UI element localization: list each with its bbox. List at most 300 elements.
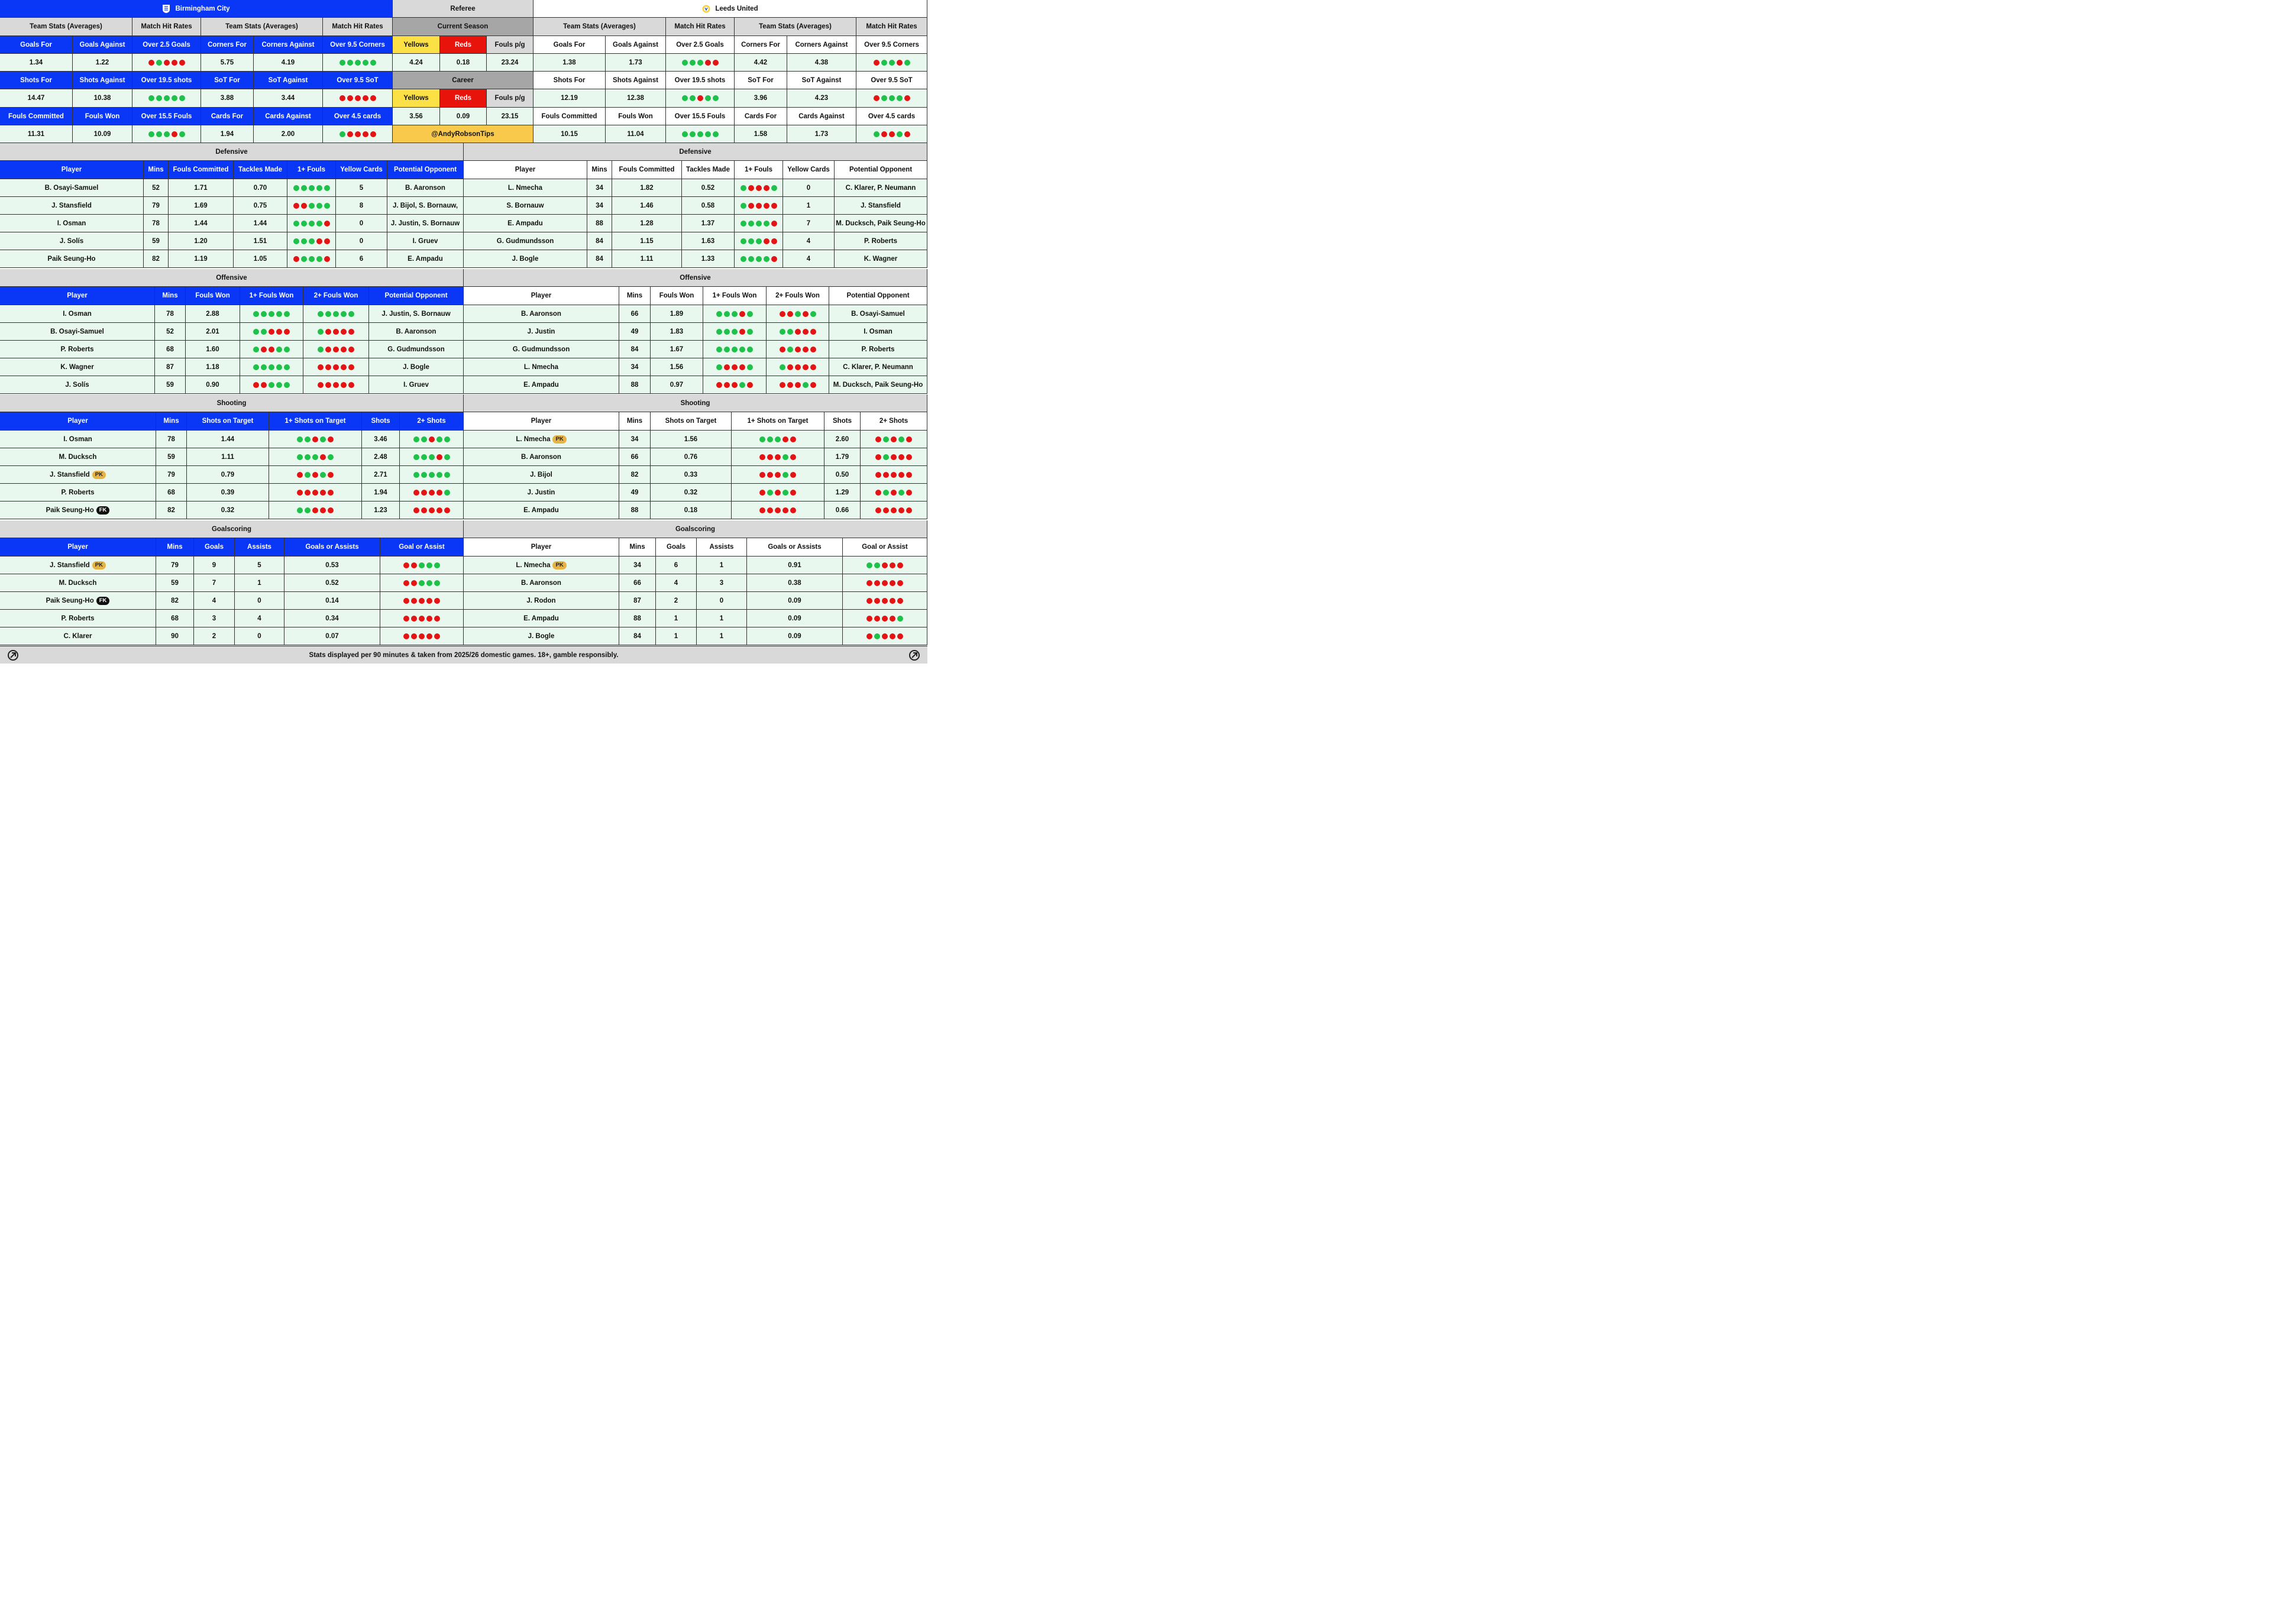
column-header-text: Mins: [148, 166, 164, 173]
stat-cell-text: 82: [630, 471, 639, 478]
home-stat-value-text: 10.38: [93, 95, 111, 102]
column-header-text: Goals: [205, 544, 224, 551]
away-stat-value-text: 1.58: [754, 130, 768, 138]
miss-dot-icon: [318, 364, 324, 370]
player-name-text: J. Justin: [527, 328, 555, 335]
hit-dot-icon: [739, 382, 745, 388]
hit-rate-cell: [843, 574, 927, 592]
miss-dot-icon: [421, 490, 427, 496]
home-stat-label: [254, 72, 323, 89]
home-subheader-text: Match Hit Rates: [332, 23, 383, 30]
away-stat-label: [787, 72, 856, 89]
home-stat-label: [201, 72, 254, 89]
home-stat-label: [254, 36, 323, 54]
miss-dot-icon: [429, 490, 435, 496]
stat-cell: [187, 466, 269, 484]
stat-cell-text: K. Wagner: [864, 255, 898, 263]
stat-cell: [619, 358, 651, 376]
hit-dot-icon: [434, 580, 440, 586]
ref-season-fouls-text: 23.24: [501, 59, 519, 66]
home-stat-label: [73, 108, 132, 125]
miss-dot-icon: [341, 329, 347, 335]
miss-dot-icon: [890, 598, 895, 604]
miss-dot-icon: [883, 472, 889, 478]
stat-cell: [835, 250, 927, 268]
hit-rate-cell: [843, 592, 927, 610]
stat-cell: [234, 197, 287, 215]
miss-dot-icon: [411, 633, 417, 639]
away-shooting-section: [464, 394, 927, 520]
home-stat-label-text: Corners Against: [261, 41, 315, 48]
player-name-text: J. Stansfield: [51, 202, 92, 209]
stat-cell: [194, 574, 235, 592]
away-stat-label: [606, 72, 666, 89]
free-kick-taker-badge: FK: [96, 506, 110, 515]
stat-cell: [612, 250, 682, 268]
referee-header-text: Referee: [450, 5, 476, 12]
column-header: [783, 161, 835, 179]
hit-dot-icon: [739, 347, 745, 352]
miss-dot-icon: [756, 185, 762, 191]
home-stat-label-text: Over 9.5 SoT: [337, 76, 379, 84]
home-stat-label-text: Over 2.5 Goals: [143, 41, 190, 48]
miss-dot-icon: [775, 507, 781, 513]
player-name: [464, 557, 619, 574]
hit-dot-icon: [318, 347, 324, 352]
stat-cell-text: 1.20: [194, 237, 208, 245]
hit-dot-icon: [780, 364, 785, 370]
miss-dot-icon: [413, 490, 419, 496]
hit-dot-icon: [421, 436, 427, 442]
hit-rate-cell: [861, 484, 927, 502]
hit-dot-icon: [874, 633, 880, 639]
hit-rate-cell: [767, 323, 829, 341]
away-stat-label-text: Cards For: [744, 112, 777, 120]
column-header: [0, 412, 156, 431]
home-stat-value-text: 1.22: [95, 59, 109, 66]
stat-cell-text: 2: [674, 597, 678, 604]
stat-cell-text: 2.88: [206, 310, 219, 318]
stat-cell-text: J. Stansfield: [861, 202, 901, 209]
home-subheader-text: Match Hit Rates: [141, 23, 192, 30]
hit-dot-icon: [312, 454, 318, 460]
hit-dot-icon: [705, 95, 711, 101]
hit-dot-icon: [348, 311, 354, 317]
away-stat-label: [533, 72, 606, 89]
home-stat-value: [201, 54, 254, 72]
hit-dot-icon: [309, 203, 315, 209]
stat-cell-text: 0: [359, 219, 364, 227]
hit-dot-icon: [363, 60, 368, 66]
away-stat-label-text: SoT Against: [801, 76, 842, 84]
column-header: [619, 287, 651, 305]
hit-rate-dots: [413, 490, 450, 496]
stat-cell: [682, 179, 735, 197]
home-stat-label: [132, 72, 201, 89]
stat-cell-text: 1.44: [221, 435, 235, 443]
player-name: [0, 502, 156, 519]
stat-cell-text: 1.11: [640, 255, 654, 263]
hit-rate-dots: [293, 203, 330, 209]
miss-dot-icon: [403, 616, 409, 622]
miss-dot-icon: [866, 616, 872, 622]
stat-cell-text: 0: [719, 597, 724, 604]
column-header-text: 1+ Shots on Target: [284, 418, 346, 425]
stat-cell-text: 4: [212, 597, 216, 604]
column-header-text: Shots on Target: [665, 418, 717, 425]
ref-career-yellows: [393, 108, 440, 125]
stat-cell-text: 34: [596, 184, 603, 192]
stat-cell: [144, 232, 169, 250]
home-stat-hit-rate: [132, 54, 201, 72]
player-name-text: P. Roberts: [60, 345, 94, 353]
miss-dot-icon: [874, 616, 880, 622]
player-name: [464, 610, 619, 627]
player-name: [464, 215, 587, 232]
stat-cell-text: 1: [806, 202, 811, 209]
column-header: [703, 287, 767, 305]
miss-dot-icon: [775, 490, 781, 496]
hit-rate-cell: [400, 502, 464, 519]
hit-rate-cell: [380, 627, 464, 645]
hit-dot-icon: [413, 436, 419, 442]
stat-cell-text: I. Gruev: [403, 381, 429, 389]
stat-cell: [697, 627, 747, 645]
player-name-text: L. Nmecha: [516, 435, 551, 443]
miss-dot-icon: [339, 95, 345, 101]
stat-cell-text: 78: [166, 310, 174, 318]
referee-header: [393, 0, 533, 18]
home-subheader: [323, 18, 393, 36]
column-header-text: Player: [67, 292, 88, 299]
hit-dot-icon: [759, 436, 765, 442]
stat-cell-text: 0.66: [835, 506, 849, 514]
hit-dot-icon: [347, 60, 353, 66]
stat-cell: [824, 502, 861, 519]
stat-cell-text: 2.60: [835, 435, 849, 443]
miss-dot-icon: [787, 311, 793, 317]
stat-cell: [144, 215, 169, 232]
home-stat-hit-rate: [323, 125, 393, 143]
miss-dot-icon: [284, 329, 290, 335]
column-header-text: 1+ Fouls: [745, 166, 772, 173]
column-header: [861, 412, 927, 431]
hit-dot-icon: [276, 364, 282, 370]
player-name: [0, 179, 144, 197]
home-stat-label: [201, 36, 254, 54]
column-header: [387, 161, 464, 179]
hit-dot-icon: [316, 203, 322, 209]
hit-rate-cell: [843, 627, 927, 645]
away-stat-label: [533, 36, 606, 54]
miss-dot-icon: [348, 364, 354, 370]
ref-reds-label-text: Reds: [454, 41, 472, 48]
stat-cell: [387, 232, 464, 250]
miss-dot-icon: [705, 60, 711, 66]
player-name-text: G. Gudmundsson: [512, 345, 570, 353]
stat-cell: [186, 341, 240, 358]
home-stat-value: [201, 125, 254, 143]
miss-dot-icon: [790, 472, 796, 478]
hit-dot-icon: [716, 347, 722, 352]
hit-dot-icon: [301, 185, 307, 191]
ref-season-yellows-text: 4.24: [409, 59, 423, 66]
miss-dot-icon: [739, 311, 745, 317]
miss-dot-icon: [261, 382, 267, 388]
column-header-text: Goals or Assists: [305, 544, 359, 551]
hit-rate-dots: [403, 616, 440, 622]
stat-cell-text: 1: [674, 614, 678, 622]
player-name: [464, 305, 619, 323]
column-header-text: Mins: [629, 544, 645, 551]
away-stat-hit-rate: [856, 89, 927, 108]
hit-rate-cell: [303, 358, 369, 376]
away-stat-hit-rate: [666, 54, 735, 72]
player-name: [464, 250, 587, 268]
column-header-text: Potential Opponent: [846, 292, 910, 299]
miss-dot-icon: [355, 131, 361, 137]
hit-rate-dots: [318, 347, 354, 352]
hit-rate-dots: [741, 238, 777, 244]
hit-rate-cell: [287, 250, 336, 268]
hit-dot-icon: [436, 472, 442, 478]
stat-cell: [235, 627, 284, 645]
miss-dot-icon: [305, 490, 311, 496]
miss-dot-icon: [403, 633, 409, 639]
stat-cell: [612, 215, 682, 232]
miss-dot-icon: [790, 507, 796, 513]
stat-cell-text: 1.44: [253, 219, 267, 227]
stat-cell: [169, 250, 234, 268]
player-name-text: G. Gudmundsson: [496, 237, 554, 245]
stat-cell-text: 2.48: [374, 453, 387, 461]
hit-rate-dots: [780, 347, 816, 352]
hit-rate-dots: [716, 364, 753, 370]
hit-dot-icon: [748, 238, 754, 244]
miss-dot-icon: [764, 238, 769, 244]
away-stat-value-text: 12.19: [561, 95, 578, 102]
stat-cell-text: 87: [633, 597, 641, 604]
player-name: [0, 431, 156, 448]
miss-dot-icon: [434, 633, 440, 639]
hit-dot-icon: [767, 436, 773, 442]
miss-dot-icon: [341, 364, 347, 370]
hit-dot-icon: [421, 454, 427, 460]
miss-dot-icon: [875, 454, 881, 460]
player-name-text: E. Ampadu: [523, 506, 559, 514]
hit-dot-icon: [253, 329, 259, 335]
hit-dot-icon: [741, 256, 746, 262]
away-stat-label: [606, 36, 666, 54]
miss-dot-icon: [333, 364, 339, 370]
hit-rate-dots: [413, 454, 450, 460]
stat-cell-text: 1.94: [374, 489, 387, 496]
stat-cell-text: 0.09: [788, 597, 801, 604]
hit-dot-icon: [782, 472, 788, 478]
miss-dot-icon: [882, 616, 888, 622]
stat-cell-text: 9: [212, 561, 216, 569]
hit-rate-dots: [866, 598, 903, 604]
miss-dot-icon: [810, 347, 816, 352]
miss-dot-icon: [891, 490, 897, 496]
stat-cell: [783, 215, 835, 232]
hit-rate-dots: [780, 382, 816, 388]
stat-cell: [835, 197, 927, 215]
player-name-text: S. Bornauw: [506, 202, 544, 209]
miss-dot-icon: [411, 616, 417, 622]
stat-cell-text: 0.53: [325, 561, 339, 569]
hit-dot-icon: [297, 436, 303, 442]
miss-dot-icon: [787, 382, 793, 388]
hit-dot-icon: [434, 562, 440, 568]
player-name-text: P. Roberts: [61, 489, 95, 496]
stat-cell: [156, 627, 194, 645]
stat-cell: [156, 448, 187, 466]
away-stat-value: [533, 125, 606, 143]
career-header-text: Career: [452, 76, 474, 84]
miss-dot-icon: [436, 454, 442, 460]
stat-cell-text: 0.52: [325, 579, 339, 587]
hit-dot-icon: [705, 131, 711, 137]
stat-cell-text: 1: [719, 614, 724, 622]
stat-cell-text: 34: [633, 561, 641, 569]
stat-cell-text: 84: [630, 345, 639, 353]
away-stat-value: [606, 54, 666, 72]
away-stat-hit-rate: [856, 125, 927, 143]
away-stat-value: [533, 89, 606, 108]
stat-cell-text: 0.58: [701, 202, 715, 209]
hit-dot-icon: [713, 95, 719, 101]
player-name-text: E. Ampadu: [507, 219, 543, 227]
home-stat-label-text: SoT Against: [268, 76, 308, 84]
player-name-text: Paik Seung-Ho: [46, 506, 94, 514]
hit-dot-icon: [261, 311, 267, 317]
hit-dot-icon: [724, 311, 730, 317]
hit-dot-icon: [172, 95, 177, 101]
hit-dot-icon: [316, 256, 322, 262]
home-stat-label-text: Shots Against: [79, 76, 125, 84]
hit-rate-dots: [403, 562, 440, 568]
away-stat-label-text: Corners For: [741, 41, 780, 48]
player-name-text: L. Nmecha: [516, 561, 551, 569]
stat-cell: [234, 232, 287, 250]
stat-cell-text: 4: [674, 579, 678, 587]
home-stat-hit-rate: [132, 125, 201, 143]
hit-dot-icon: [716, 364, 722, 370]
column-header: [235, 538, 284, 557]
hit-dot-icon: [716, 329, 722, 335]
miss-dot-icon: [312, 472, 318, 478]
hit-rate-dots: [682, 131, 719, 137]
stat-cell-text: 88: [630, 381, 639, 389]
free-kick-taker-badge: FK: [96, 597, 110, 605]
column-header-text: Player: [61, 166, 82, 173]
miss-dot-icon: [276, 329, 282, 335]
player-name-text: E. Ampadu: [523, 381, 559, 389]
hit-dot-icon: [716, 311, 722, 317]
current-season-header: [393, 18, 533, 36]
hit-dot-icon: [724, 329, 730, 335]
column-header-text: 2+ Shots: [417, 418, 446, 425]
hit-dot-icon: [747, 311, 753, 317]
miss-dot-icon: [874, 580, 880, 586]
stat-cell: [155, 323, 186, 341]
away-defensive-section: [464, 143, 927, 269]
hit-dot-icon: [883, 454, 889, 460]
miss-dot-icon: [874, 60, 879, 66]
miss-dot-icon: [293, 203, 299, 209]
stat-cell-text: 59: [152, 237, 160, 245]
column-header: [155, 287, 186, 305]
hit-rate-dots: [866, 580, 903, 586]
column-header-text: 2+ Fouls Won: [313, 292, 358, 299]
birmingham-crest-icon: [162, 4, 170, 14]
section-title-text: Offensive: [216, 274, 247, 282]
hit-dot-icon: [413, 472, 419, 478]
miss-dot-icon: [328, 472, 334, 478]
hit-dot-icon: [429, 454, 435, 460]
home-stat-label-text: Shots For: [20, 76, 52, 84]
miss-dot-icon: [312, 436, 318, 442]
hit-dot-icon: [690, 60, 696, 66]
hit-rate-cell: [861, 431, 927, 448]
stat-cell: [186, 358, 240, 376]
miss-dot-icon: [739, 364, 745, 370]
hit-rate-cell: [269, 431, 362, 448]
away-stat-value: [787, 54, 856, 72]
miss-dot-icon: [348, 329, 354, 335]
ref-yellows-label: [393, 36, 440, 54]
miss-dot-icon: [370, 131, 376, 137]
stat-cell: [697, 610, 747, 627]
hit-rate-cell: [703, 305, 767, 323]
column-header: [619, 412, 651, 431]
stat-cell-text: 0.70: [253, 184, 267, 192]
player-name: [0, 305, 155, 323]
miss-dot-icon: [320, 454, 326, 460]
stat-cell: [619, 502, 651, 519]
away-stat-value-text: 3.96: [754, 95, 768, 102]
column-header: [187, 412, 269, 431]
column-header-text: Tackles Made: [238, 166, 282, 173]
away-subheader: [856, 18, 927, 36]
column-header-text: Mins: [626, 418, 643, 425]
miss-dot-icon: [906, 507, 912, 513]
stat-cell-text: 82: [167, 506, 175, 514]
stat-cell-text: 2.01: [206, 328, 219, 335]
stat-cell: [156, 574, 194, 592]
stat-cell: [619, 592, 656, 610]
away-stat-label-text: Over 4.5 cards: [868, 112, 916, 120]
stat-cell: [155, 305, 186, 323]
stat-cell-text: 1.82: [640, 184, 654, 192]
stat-cell: [284, 627, 380, 645]
stat-cell: [169, 197, 234, 215]
hit-dot-icon: [421, 472, 427, 478]
stat-cell: [619, 627, 656, 645]
stat-cell-text: 2.71: [374, 471, 387, 478]
miss-dot-icon: [771, 238, 777, 244]
miss-dot-icon: [891, 454, 897, 460]
home-stat-label-text: SoT For: [214, 76, 240, 84]
stat-cell-text: 6: [674, 561, 678, 569]
hit-dot-icon: [803, 382, 809, 388]
hit-rate-dots: [874, 95, 910, 101]
column-header-text: Mins: [163, 418, 179, 425]
miss-dot-icon: [803, 311, 809, 317]
player-name-text: P. Roberts: [61, 614, 95, 622]
hit-rate-dots: [875, 490, 912, 496]
